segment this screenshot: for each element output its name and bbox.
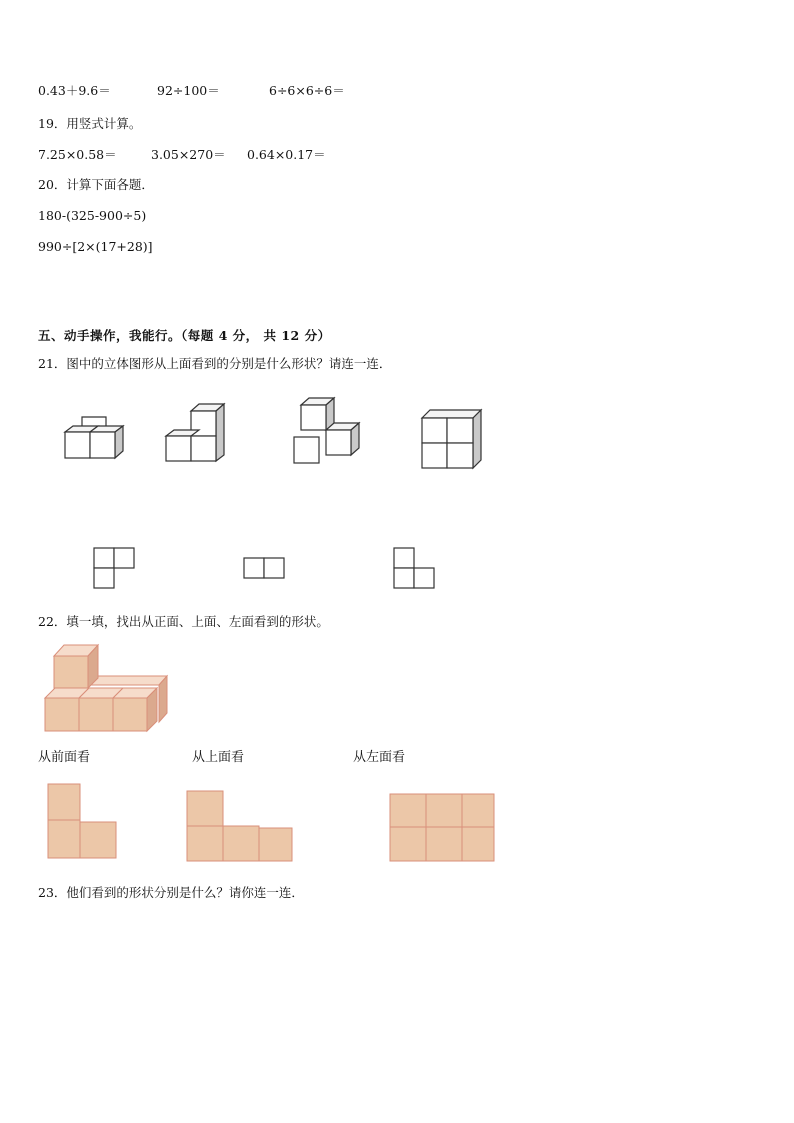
- top-view-shape: [187, 791, 292, 861]
- q20-title: 20．计算下面各题．: [38, 177, 154, 192]
- front-view-shape: [48, 784, 116, 858]
- q20-item-2: 990÷[2×(17+28)]: [38, 239, 153, 254]
- q18-item-2: 92÷100＝: [157, 83, 220, 98]
- q19-title: 19．用竖式计算。: [38, 116, 142, 131]
- left-view-shape: [390, 794, 494, 861]
- section-5-heading: 五、动手操作，我能行。（每题 4 分， 共 12 分）: [38, 328, 331, 343]
- q18-item-1: 0.43＋9.6＝: [38, 83, 111, 98]
- q18-item-3: 6÷6×6÷6＝: [269, 83, 345, 98]
- view-label-top: 从上面看: [192, 750, 245, 765]
- q22-title: 22．填一填，找出从正面、上面、左面看到的形状。: [38, 614, 329, 629]
- view-label-front: 从前面看: [38, 750, 91, 765]
- q19-item-2: 3.05×270＝: [151, 147, 226, 162]
- q19-item-3: 0.64×0.17＝: [247, 147, 326, 162]
- q20-item-1: 180-(325-900÷5): [38, 208, 147, 223]
- q19-item-1: 7.25×0.58＝: [38, 147, 117, 162]
- q21-title: 21．图中的立体图形从上面看到的分别是什么形状？请连一连．: [38, 356, 392, 371]
- q23-title: 23．他们看到的形状分别是什么？请你连一连．: [38, 885, 304, 900]
- view-label-left: 从左面看: [353, 750, 406, 765]
